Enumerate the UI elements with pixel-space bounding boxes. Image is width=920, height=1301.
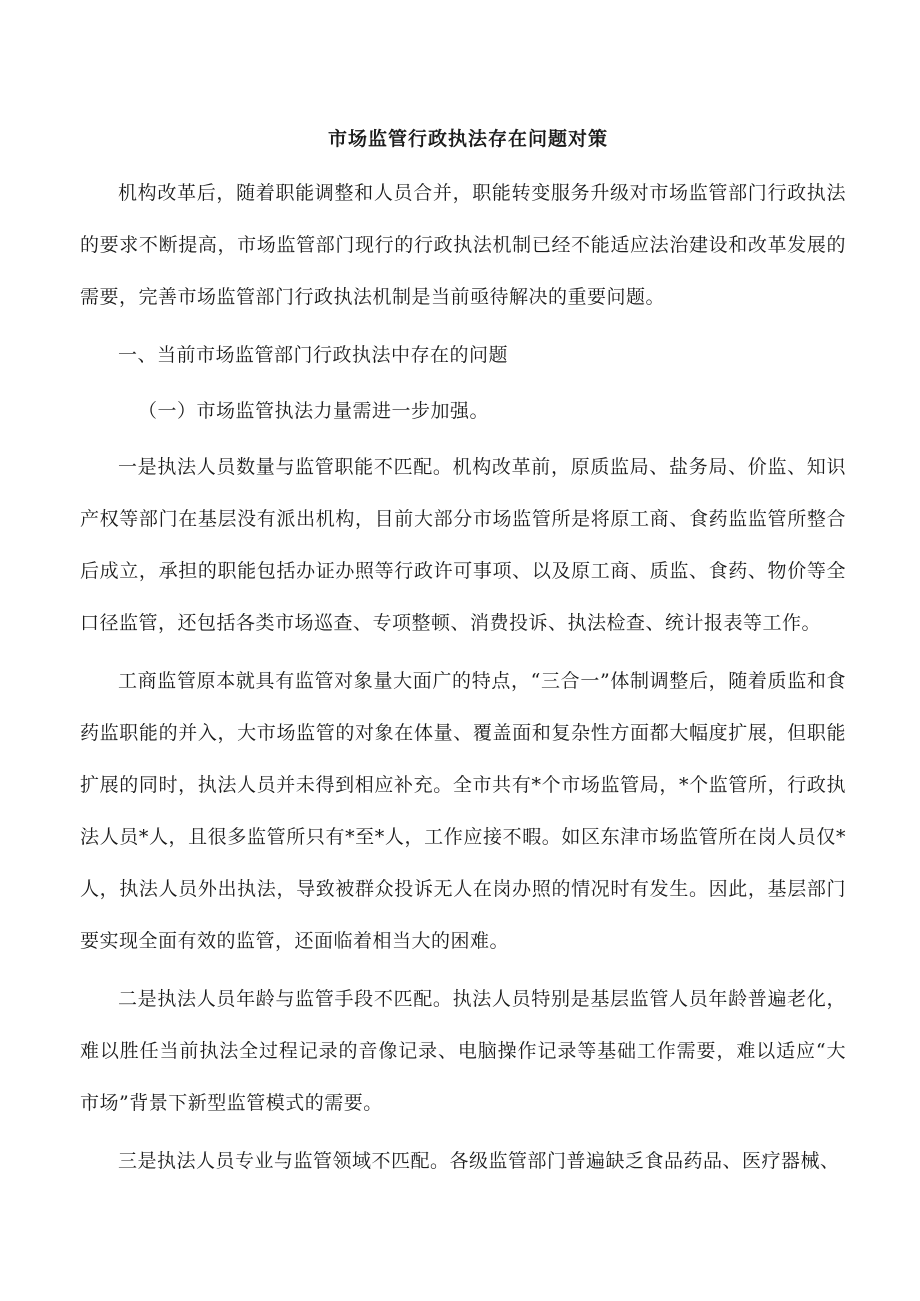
document-title: 市场监管行政执法存在问题对策 xyxy=(327,128,608,150)
subsection-1-heading: （一）市场监管执法力量需进一步加强。 xyxy=(138,400,490,422)
paragraph-2: 工商监管原本就具有监管对象量大面广的特点，“三合一”体制调整后，随着质监和食药监职能的并入，大市场监管的对象在体量、覆盖面和复杂性方面都大幅度扩展，但职能扩展的同时，执法人员并未得到相应补充。全市共有*个市场监管局，*个监管所，行政执法人员*人，且很多监管所只有*至*人，工作应接不暇。如区东津市场监管所在岗人员仅*人，执法人员外出执法，导致被群众投诉无人在岗办照的情况时有发生。因此，基层部门要实现全面有效的监管，还面临着相当大的困难。 xyxy=(80,670,846,952)
section-1-heading: 一、当前市场监管部门行政执法中存在的问题 xyxy=(118,344,509,366)
paragraph-1: 一是执法人员数量与监管职能不匹配。机构改革前，原质监局、盐务局、价监、知识产权等部门在基层没有派出机构，目前大部分市场监管所是将原工商、食药监监管所整合后成立，承担的职能包括办证办照等行政许可事项、以及原工商、质监、食药、物价等全口径监管，还包括各类市场巡查、专项整顿、消费投诉、执法检查、统计报表等工作。 xyxy=(80,456,846,634)
paragraph-4: 三是执法人员专业与监管领域不匹配。各级监管部门普遍缺乏食品药品、医疗器械、 xyxy=(118,1150,840,1172)
intro-paragraph: 机构改革后，随着职能调整和人员合并，职能转变服务升级对市场监管部门行政执法的要求不断提高，市场监管部门现行的行政执法机制已经不能适应法治建设和改革发展的需要，完善市场监管部门行政执法机制是当前亟待解决的重要问题。 xyxy=(80,182,846,308)
paragraph-3: 二是执法人员年龄与监管手段不匹配。执法人员特别是基层监管人员年龄普遍老化，难以胜任当前执法全过程记录的音像记录、电脑操作记录等基础工作需要，难以适应“大市场”背景下新型监管模式的需要。 xyxy=(80,988,846,1114)
